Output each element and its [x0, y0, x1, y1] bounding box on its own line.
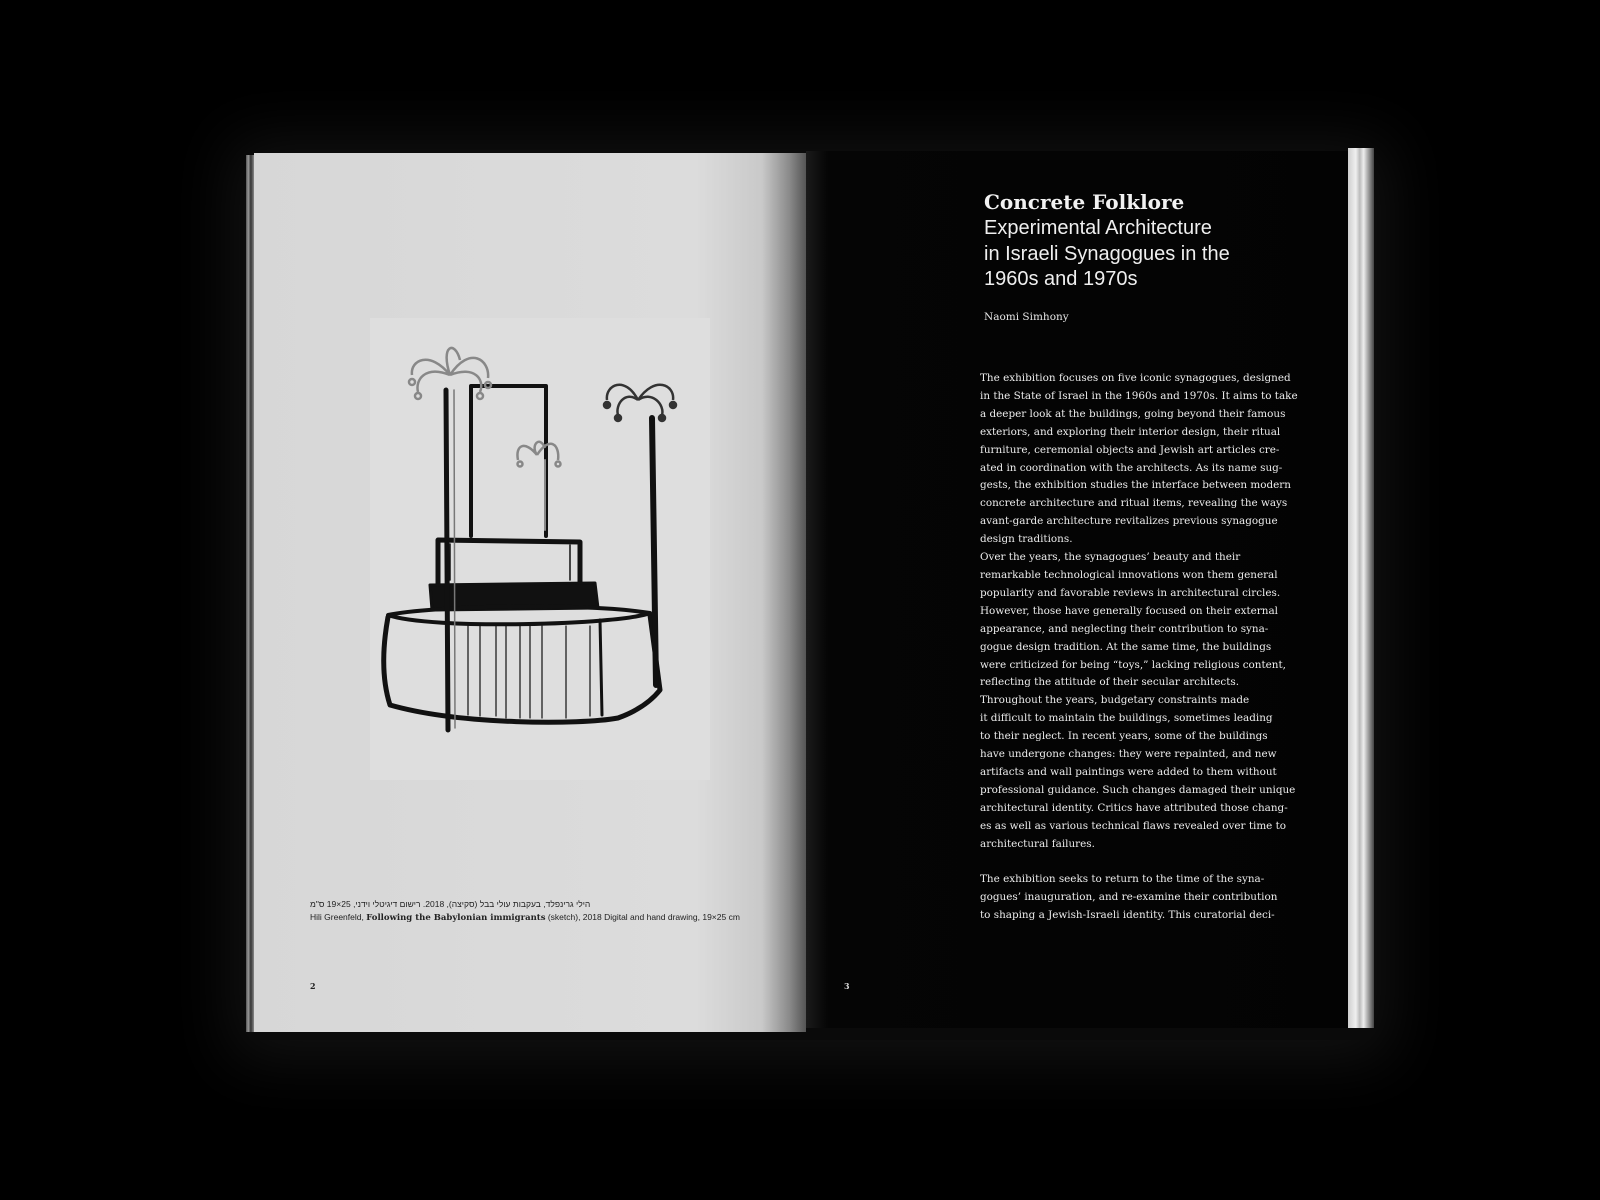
caption-english: [310, 911, 750, 925]
body-paragraph: The exhibition seeks to return to the time of the syna- gogues’ inauguration, and re-examine their contribution to shaping a Jewish-Israeli identity. This curatorial deci-: [980, 873, 1278, 922]
body-paragraph: Throughout the years, budgetary constraints made it difficult to maintain the buildings, sometimes leading to their neglect. In recent years, some of the buildings have undergone changes: they were repainted, and new artifacts and wall paintings were added to them without professional guidance. Such changes damaged their unique architectural identity. Critics have attributed those chang- es as well as various technical flaws revealed over time to architectural failures.: [980, 694, 1296, 850]
left-page-edges: [246, 155, 254, 1032]
page-number-left: 2: [310, 981, 316, 991]
page-number-right: 3: [844, 981, 850, 991]
article-author: Naomi Simhony: [984, 311, 1069, 323]
right-page-edges: [1348, 148, 1374, 1028]
figure-caption: [310, 898, 750, 925]
caption-credit: Hili Greenfeld,: [310, 912, 367, 922]
paragraph-gap: [980, 853, 1320, 871]
synagogue-furniture-sketch: [370, 330, 710, 740]
subtitle-line: Experimental Architecture: [984, 217, 1212, 239]
caption-details: (sketch), 2018 Digital and hand drawing, 19×25 cm: [545, 912, 740, 922]
article-title: Concrete Folklore: [984, 190, 1185, 214]
body-paragraph: The exhibition focuses on five iconic synagogues, designed in the State of Israel in the 1960s and 1970s. It aims to take a deeper look at the buildings, going beyond their famous exteriors, and exploring their interior design, their ritual furniture, ceremonial objects and Jewish art articles cre- ated in coordination with the architects. As its name sug- gests, the exhibition studies the interface between modern concrete architecture and ritual items, revealing the ways avant-garde architecture revitalizes previous synagogue design traditions.: [980, 372, 1298, 546]
subtitle-line: in Israeli Synagogues in the: [984, 242, 1230, 265]
article-subtitle: [984, 216, 1284, 293]
body-paragraph: Over the years, the synagogues’ beauty and their remarkable technological innovations won them general popularity and favorable reviews in architectural circles. However, those have generally focused on their external appearance, and neglecting their contribution to syna- gogue design tradition. At the same time, the buildings were criticized for being “toys,” lacking religious content, reflecting the attitude of their secular architects.: [980, 551, 1286, 689]
article-body: [980, 370, 1320, 925]
caption-hebrew: הילי גרינפלד, בעקבות עולי בבל (סקיצה), 2018. רישום דיגיטלי וידני, 25×19 ס"מ: [310, 899, 591, 909]
subtitle-line: 1960s and 1970s: [984, 268, 1138, 290]
caption-artwork-title: Following the Babylonian immigrants: [366, 913, 546, 923]
